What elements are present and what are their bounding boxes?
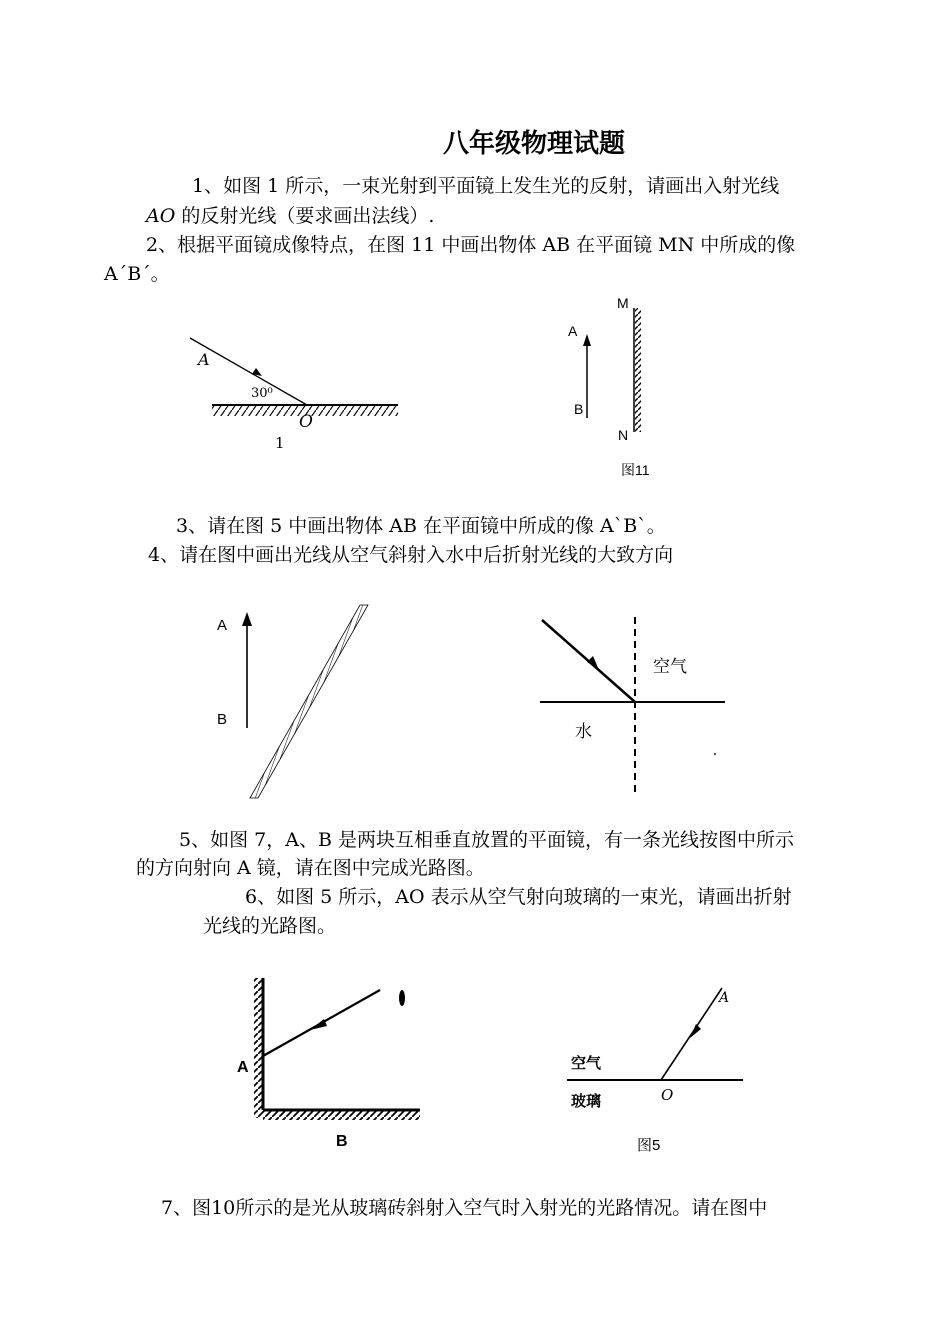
label-a: A — [198, 350, 210, 369]
label-water: 水 — [575, 722, 592, 741]
question-6-line-2: 光线的光路图。 — [203, 915, 337, 937]
question-6-line-1: 6、如图 5 所示，AO 表示从空气射向玻璃的一束光，请画出折射 — [245, 886, 792, 908]
question-5-line-1: 5、如图 7，A、B 是两块互相垂直放置的平面镜，有一条光线按图中所示 — [179, 829, 794, 851]
label-a: A — [719, 990, 730, 1006]
label-b: B — [574, 401, 584, 417]
figure-ab-slanted-mirror — [210, 600, 370, 805]
label-m: M — [617, 295, 629, 311]
question-1-line-1: 1、如图 1 所示，一束光射到平面镜上发生光的反射，请画出入射光线 — [192, 175, 780, 197]
label-a: A — [237, 1059, 249, 1076]
mirror-a-hatching — [254, 978, 263, 1118]
question-1-line-2 — [146, 204, 434, 228]
ray-label-ao: AO — [146, 205, 176, 227]
question-4: 4、请在图中画出光线从空气斜射入水中后折射光线的大致方向 — [148, 544, 674, 566]
label-o: O — [661, 1086, 674, 1104]
figure-11-mirror-mn — [560, 290, 670, 485]
page-title: 八年级物理试题 — [442, 129, 625, 159]
label-air: 空气 — [653, 657, 687, 676]
mirror-b-hatching — [263, 1111, 420, 1120]
figure-5-air-glass — [565, 980, 750, 1160]
speck — [714, 753, 716, 755]
question-5-line-2: 的方向射向 A 镜，请在图中完成光路图。 — [136, 857, 485, 879]
arrow-head — [583, 334, 591, 346]
ray-arrow — [690, 1024, 701, 1038]
figure-1-caption: 1 — [275, 434, 285, 452]
label-a: A — [217, 617, 228, 634]
figure-7-perpendicular-mirrors — [230, 970, 425, 1155]
speck — [399, 990, 405, 1006]
question-2-line-1: 2、根据平面镜成像特点，在图 11 中画出物体 AB 在平面镜 MN 中所成的像 — [146, 234, 796, 256]
figure-11-caption: 图11 — [621, 462, 650, 478]
figure-air-water — [535, 612, 730, 802]
incident-ray-ao — [661, 988, 722, 1080]
slanted-mirror — [250, 605, 368, 798]
ray-arrow — [310, 1019, 327, 1030]
question-2-line-2: A´B´。 — [104, 263, 170, 285]
mirror-hatching — [635, 308, 641, 432]
question-1-line-2-text: 的反射光线（要求画出法线）. — [175, 205, 435, 227]
question-3: 3、请在图 5 中画出物体 AB 在平面镜中所成的像 A`B`。 — [176, 515, 666, 537]
label-a: A — [568, 323, 578, 339]
figure-1-reflection — [190, 330, 410, 460]
label-glass: 玻璃 — [571, 1093, 602, 1110]
angle-label: 30⁰ — [251, 386, 273, 401]
label-b: B — [217, 711, 228, 728]
label-o: O — [299, 412, 313, 432]
question-7: 7、图10所示的是光从玻璃砖斜射入空气时入射光的光路情况。请在图中 — [161, 1197, 768, 1219]
label-b: B — [336, 1133, 348, 1150]
label-n: N — [618, 427, 629, 443]
ray-arrow — [587, 656, 599, 670]
figure-5-caption: 图5 — [637, 1137, 661, 1154]
label-air: 空气 — [571, 1055, 602, 1072]
arrow-head — [242, 612, 252, 626]
incident-ray — [190, 338, 307, 405]
